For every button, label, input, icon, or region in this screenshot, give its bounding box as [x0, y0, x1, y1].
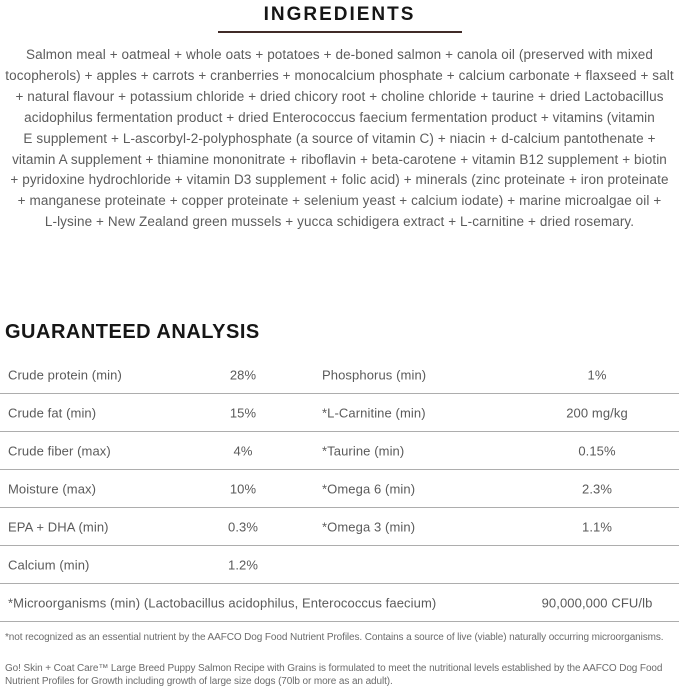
ingredients-title: INGREDIENTS: [263, 4, 416, 25]
nutrient-label: Phosphorus (min): [322, 367, 427, 382]
guaranteed-analysis-title: GUARANTEED ANALYSIS: [5, 321, 260, 343]
nutrient-value: 1.2%: [227, 557, 259, 572]
ingredients-line: vitamin A supplement + thiamine mononitrate + riboflavin + beta-carotene + vitamin B12 supplement + biotin: [12, 151, 667, 167]
nutrient-label: Crude fiber (max): [8, 443, 111, 458]
ingredients-line: L-lysine + New Zealand green mussels + yucca schidigera extract + L-carnitine + dried rosemary.: [44, 214, 635, 230]
nutrient-label: *Taurine (min): [322, 443, 405, 458]
nutrient-value: 28%: [229, 367, 257, 382]
ingredients-line: + pyridoxine hydrochloride + vitamin D3 supplement + folic acid) + minerals (zinc proteinate + iron proteinate: [10, 172, 669, 188]
table-row: [0, 432, 679, 470]
nutrient-label: Calcium (min): [8, 557, 90, 572]
ingredients-line: tocopherols) + apples + carrots + cranberries + monocalcium phosphate + calcium carbonate + flaxseed + salt: [5, 67, 674, 83]
nutrient-label: Crude fat (min): [8, 405, 97, 420]
nutrient-label: Crude protein (min): [8, 367, 122, 382]
nutrient-value: 1.1%: [581, 519, 613, 534]
ingredients-paragraph: [0, 45, 679, 233]
table-row: [0, 546, 679, 584]
nutrient-label: EPA + DHA (min): [8, 519, 109, 534]
nutrient-value: 200 mg/kg: [566, 405, 628, 420]
nutrient-label: *Microorganisms (min) (Lactobacillus acidophilus, Enterococcus faecium): [8, 595, 437, 610]
nutrient-value: 90,000,000 CFU/lb: [541, 595, 653, 610]
aafco-statement: Go! Skin + Coat Care™ Large Breed Puppy Salmon Recipe with Grains is formulated to meet the nutritional levels established by the AAFCO Dog Food Nutrient Profiles for Growth including growth of large size dogs (70lb or more as an adult).: [5, 663, 663, 687]
table-row: [0, 356, 679, 394]
ingredients-line: + natural flavour + potassium chloride + dried chicory root + choline chloride + taurine + dried Lactobacillus: [15, 88, 664, 104]
ingredients-line: E supplement + L-ascorbyl-2-polyphosphate (a source of vitamin C) + niacin + d-calcium pantothenate +: [23, 130, 656, 146]
guaranteed-analysis-table: [0, 356, 679, 622]
aafco-footnote: *not recognized as an essential nutrient by the AAFCO Dog Food Nutrient Profiles. Contains a source of live (viable) naturally occurring microorganisms.: [5, 632, 664, 643]
ingredients-line: Salmon meal + oatmeal + whole oats + potatoes + de-boned salmon + canola oil (preserved with mixed: [25, 47, 654, 62]
nutrient-label: Moisture (max): [8, 481, 97, 496]
nutrient-value: 1%: [587, 367, 607, 382]
nutrient-label: *L-Carnitine (min): [322, 405, 426, 420]
nutrient-value: 2.3%: [581, 481, 613, 496]
title-underline-rule: [218, 31, 462, 33]
nutrient-value: 15%: [229, 405, 257, 420]
table-row: [0, 508, 679, 546]
nutrient-value: 0.3%: [227, 519, 259, 534]
table-row: [0, 470, 679, 508]
microorganisms-row: [0, 584, 679, 622]
ingredients-line: + manganese proteinate + copper proteinate + selenium yeast + calcium iodate) + marine microalgae oil +: [17, 193, 662, 209]
ingredients-line: acidophilus fermentation product + dried Enterococcus faecium fermentation product + vitamins (vitamin: [24, 109, 655, 125]
nutrient-label: *Omega 3 (min): [322, 519, 416, 534]
table-row: [0, 394, 679, 432]
nutrient-value: 10%: [229, 481, 257, 496]
nutrient-label: *Omega 6 (min): [322, 481, 416, 496]
nutrient-value: 4%: [233, 443, 253, 458]
nutrient-value: 0.15%: [578, 443, 616, 458]
